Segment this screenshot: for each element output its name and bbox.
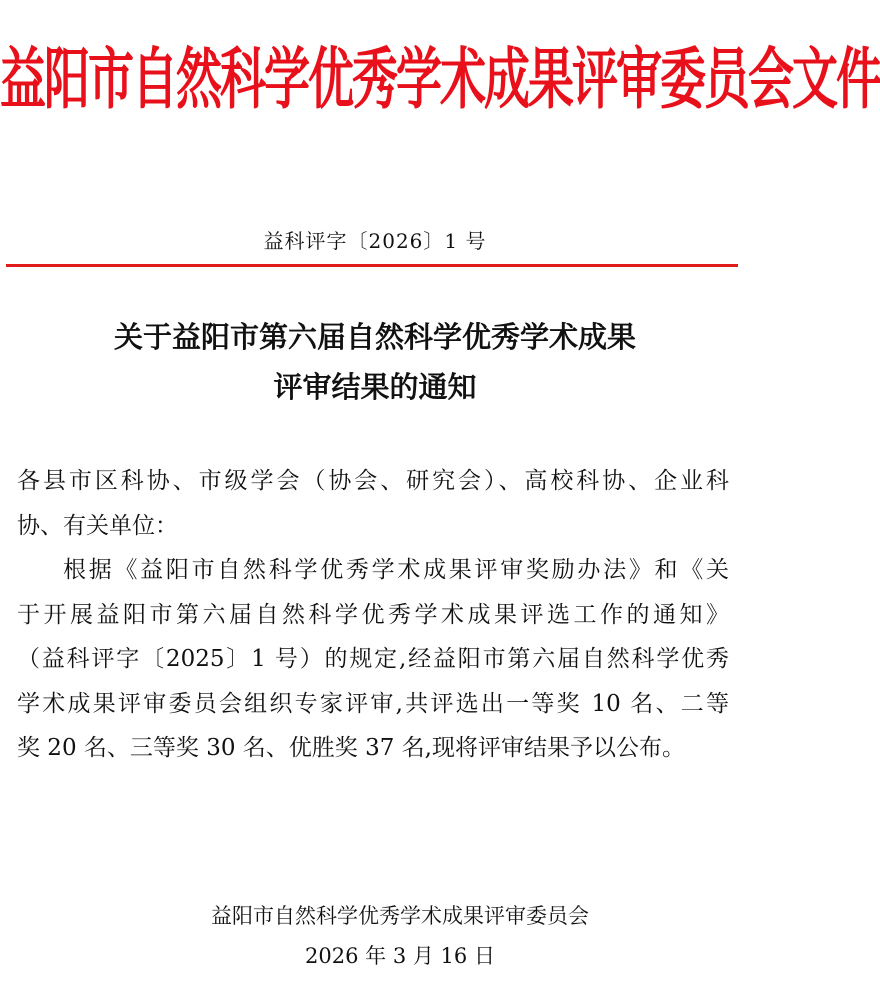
body-paragraph-line: 于开展益阳市第六届自然科学优秀学术成果评选工作的通知》 — [17, 601, 729, 628]
body-paragraph-line: （益科评字〔2025〕1 号）的规定,经益阳市第六届自然科学优秀 — [17, 646, 729, 672]
red-divider-line — [6, 264, 738, 267]
issuer-name: 益阳市自然科学优秀学术成果评审委员会 — [211, 904, 589, 928]
notice-title-line-1: 关于益阳市第六届自然科学优秀学术成果 — [113, 320, 636, 354]
issue-date: 2026 年 3 月 16 日 — [305, 944, 495, 968]
body-paragraph-line: 根据《益阳市自然科学优秀学术成果评审奖励办法》和《关 — [63, 557, 729, 583]
notice-title — [40, 312, 710, 412]
signature-block — [0, 896, 800, 976]
salutation-line-1: 各县市区科协、市级学会（协会、研究会）、高校科协、企业科 — [17, 468, 729, 494]
body-paragraph-line: 学术成果评审委员会组织专家评审,共评选出一等奖 10 名、二等 — [17, 690, 729, 717]
salutation-line-2: 协、有关单位： — [17, 512, 178, 539]
notice-body — [17, 459, 729, 771]
document-masthead: 益阳市自然科学优秀学术成果评审委员会文件 — [0, 39, 880, 118]
document-number: 益科评字〔2026〕1 号 — [263, 229, 487, 253]
body-paragraph-line: 奖 20 名、三等奖 30 名、优胜奖 37 名,现将评审结果予以公布。 — [17, 735, 685, 761]
notice-title-line-2: 评审结果的通知 — [273, 370, 477, 404]
